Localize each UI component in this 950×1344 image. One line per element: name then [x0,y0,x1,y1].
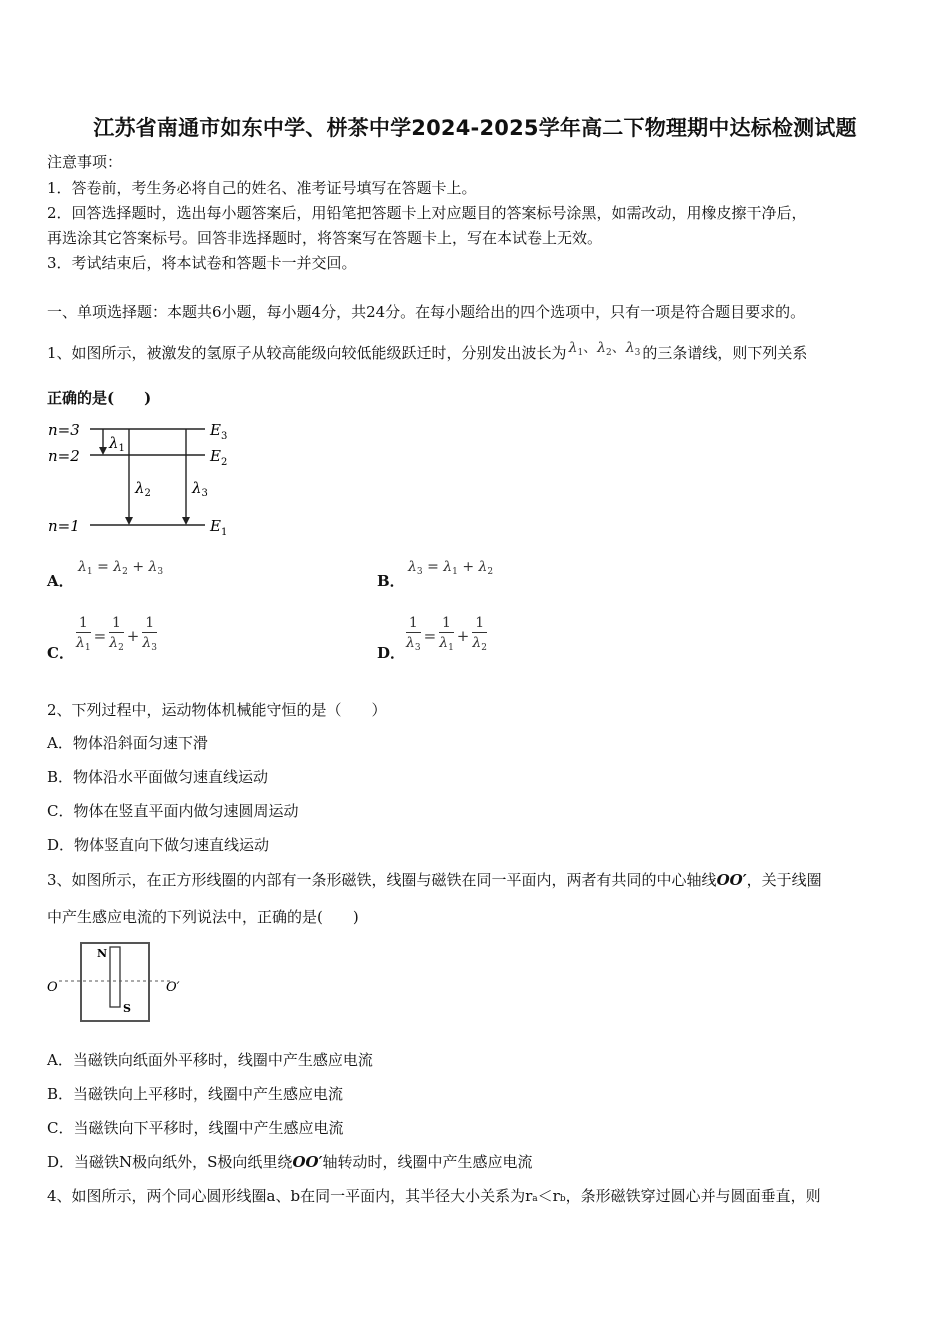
note-item-1: 1．答卷前，考生务必将自己的姓名、准考证号填写在答题卡上。 [47,179,477,197]
level-n3-label: n=3 [48,421,80,439]
q1-stem-c: 正确的是( ) [47,389,152,407]
q3-option-c: C．当磁铁向下平移时，线圈中产生感应电流 [47,1119,344,1137]
wavelength-2-label: $\lambda_2$ [135,479,151,499]
q2-option-c: C．物体在竖直平面内做匀速圆周运动 [47,802,299,820]
q1-wavelengths: $\lambda_1$、$\lambda_2$、$\lambda_3$ [568,340,641,358]
q1-option-a-label: A． [47,572,74,590]
arrowhead-3 [182,517,190,525]
q1-option-c-formula: $\frac{1}{\lambda_1}$ = $\frac{1}{\lambda_2}$ + $\frac{1}{\lambda_3}$ [76,615,157,653]
q3-option-d: D．当磁铁N极向纸外，S极向纸里绕OO′轴转动时，线圈中产生感应电流 [47,1153,533,1171]
axis-o-prime-label: O′ [166,980,180,995]
page-title: 江苏省南通市如东中学、栟茶中学2024-2025学年高二下物理期中达标检测试题 [93,116,857,140]
q1-stem [47,338,807,363]
note-item-2: 2．回答选择题时，选出每小题答案后，用铅笔把答题卡上对应题目的答案标号涂黑，如需改动，用橡皮擦干净后， [47,204,807,222]
arrowhead-1 [99,447,107,455]
coil-magnet-diagram [45,938,190,1028]
level-n2-label: n=2 [48,447,80,465]
q3-option-b: B．当磁铁向上平移时，线圈中产生感应电流 [47,1085,344,1103]
q2-option-b: B．物体沿水平面做匀速直线运动 [47,768,269,786]
q1-option-c-label: C． [47,644,74,662]
q2-option-a: A．物体沿斜面匀速下滑 [47,734,208,752]
axis-o-label: O [47,980,58,995]
q3-axis-label: OO′ [716,871,747,889]
q3-stem-c: 中产生感应电流的下列说法中，正确的是( ) [47,908,359,926]
q4-stem: 4、如图所示，两个同心圆形线圈a、b在同一平面内，其半径大小关系为ra＜rb，条形磁铁穿过圆心并与圆面垂直，则 [47,1187,821,1205]
energy-e2-label: $E_2$ [210,447,228,468]
q2-stem: 2、下列过程中，运动物体机械能守恒的是（ ） [47,701,387,719]
notes-heading: 注意事项： [47,153,123,171]
note-item-2-cont: 再选涂其它答案标号。回答非选择题时，将答案写在答题卡上，写在本试卷上无效。 [47,229,603,247]
q3-stem: 3、如图所示，在正方形线圈的内部有一条形磁铁，线圈与磁铁在同一平面内，两者有共同的中心轴线OO′，关于线圈 [47,871,822,889]
arrowhead-2 [125,517,133,525]
energy-e1-label: $E_1$ [210,517,228,538]
q1-option-b-formula: $\lambda_3 = \lambda_1 + \lambda_2$ [408,559,494,577]
bar-magnet [110,947,120,1007]
q1-stem-b: 的三条谱线，则下列关系 [642,344,808,362]
square-coil [81,943,149,1021]
q1-option-b-label: B． [377,572,405,590]
level-n1-label: n=1 [48,517,80,535]
magnet-north-label: N [97,947,108,960]
note-item-3: 3．考试结束后，将本试卷和答题卡一并交回。 [47,254,357,272]
q2-option-d: D．物体竖直向下做匀速直线运动 [47,836,270,854]
energy-level-diagram [45,415,245,540]
q1-option-a-formula: $\lambda_1 = \lambda_2 + \lambda_3$ [78,559,164,577]
q3-option-d-axis: OO′ [292,1153,323,1171]
q1-stem-a: 1、如图所示，被激发的氢原子从较高能级向较低能级跃迁时，分别发出波长为 [47,344,567,362]
q1-option-d-formula: $\frac{1}{\lambda_3}$ = $\frac{1}{\lambda_1}$ + $\frac{1}{\lambda_2}$ [406,615,487,653]
magnet-south-label: S [123,1002,131,1015]
section-heading: 一、单项选择题：本题共6小题，每小题4分，共24分。在每小题给出的四个选项中，只有一项是符合题目要求的。 [47,303,806,321]
q1-option-d-label: D． [377,644,406,662]
energy-e3-label: $E_3$ [210,421,228,442]
q3-option-a: A．当磁铁向纸面外平移时，线圈中产生感应电流 [47,1051,373,1069]
wavelength-1-label: $\lambda_1$ [109,434,125,454]
wavelength-3-label: $\lambda_3$ [192,479,208,499]
